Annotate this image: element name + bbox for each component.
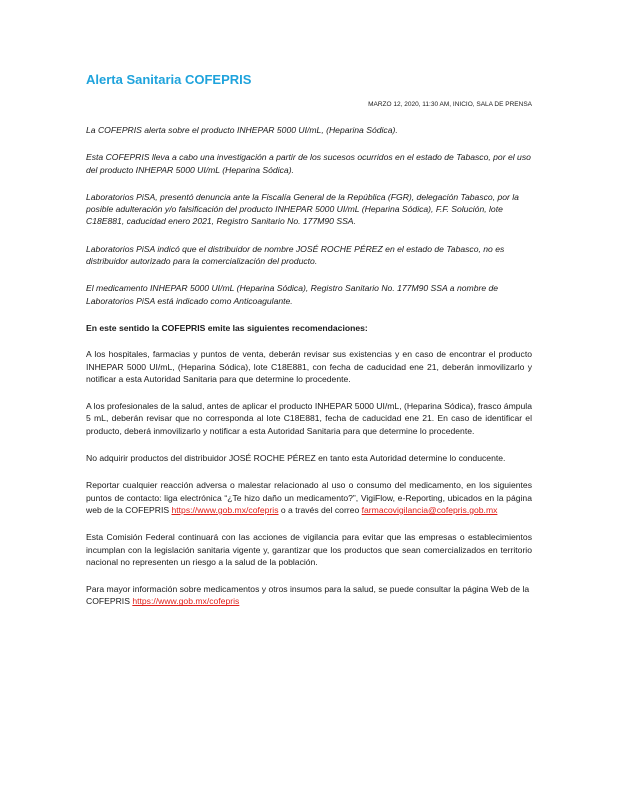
- recommendation-professionals: A los profesionales de la salud, antes de aplicar el producto INHEPAR 5000 UI/mL, (Heparina Sódica), frasco ámpula 5 mL, deberán revisar que no corresponda al lote C18E881, fecha de caducidad ene 21. En caso de identificar el producto, deberá inmovilizarlo y notificar a esta Autoridad Sanitaria para que determine lo procedente.: [86, 401, 532, 436]
- recommendation-report: [86, 479, 532, 516]
- recommendations-heading: En este sentido la COFEPRIS emite las siguientes recomendaciones:: [86, 322, 368, 333]
- info-text: Para mayor información sobre medicamentos y otros insumos para la salud, se puede consultar la página Web de la COFEPRIS: [86, 584, 530, 607]
- report-text: Reportar cualquier reacción adversa o malestar relacionado al uso o consumo del medicamento, en los siguientes puntos de contacto: liga electrónica “¿Te hizo daño un medicamento?”, VigiFlow, e-Reporting, ubicados en la página web de la COFEPRIS: [86, 480, 532, 515]
- report-text-middle: o a través del correo: [278, 504, 362, 515]
- dateline: MARZO 12, 2020, 11:30 AM, INICIO, SALA DE PRENSA: [368, 101, 532, 108]
- document-page: [86, 72, 532, 623]
- info-paragraph: [86, 583, 532, 608]
- alert-paragraph: La COFEPRIS alerta sobre el producto INHEPAR 5000 UI/mL, (Heparina Sódica).: [86, 125, 398, 135]
- info-cofepris-link[interactable]: https://www.gob.mx/cofepris: [132, 596, 240, 607]
- distributor-paragraph: Laboratorios PiSA indicó que el distribuidor de nombre JOSÉ ROCHE PÉREZ en el estado de Tabasco, no es distribuidor autorizado para la comercialización del producto.: [86, 243, 505, 267]
- cofepris-link[interactable]: https://www.gob.mx/cofepris: [171, 504, 279, 515]
- email-link[interactable]: farmacovigilancia@cofepris.gob.mx: [361, 504, 498, 515]
- commission-paragraph: Esta Comisión Federal continuará con las acciones de vigilancia para evitar que las empresas o establecimientos incumplan con la legislación sanitaria vigente y, garantizar que los productos que sean comercializados en territorio nacional no representen un riesgo a la salud de la población.: [86, 532, 532, 567]
- recommendation-distributor: No adquirir productos del distribuidor JOSÉ ROCHE PÉREZ en tanto esta Autoridad determine lo conducente.: [86, 453, 506, 464]
- page-title: Alerta Sanitaria COFEPRIS: [86, 72, 252, 87]
- recommendation-hospitals: A los hospitales, farmacias y puntos de venta, deberán revisar sus existencias y en caso de encontrar el producto INHEPAR 5000 UI/mL, (Heparina Sódica), lote C18E881, con fecha de caducidad ene 21, deberán inmovilizarlo y notificar a esta Autoridad Sanitaria para que determine lo procedente.: [86, 349, 532, 384]
- indication-paragraph: El medicamento INHEPAR 5000 UI/mL (Heparina Sódica), Registro Sanitario No. 177M90 SSA a nombre de Laboratorios PiSA está indicado como Anticoagulante.: [86, 283, 499, 306]
- complaint-paragraph: Laboratorios PiSA, presentó denuncia ante la Fiscalía General de la República (FGR), delegación Tabasco, por la posible adulteración y/o falsificación del producto INHEPAR 5000 UI/mL (Heparina Sódica), F.F. Solución, lote C18E881, caducidad enero 2021, Registro Sanitario No. 177M90 SSA.: [86, 191, 519, 227]
- investigation-paragraph: Esta COFEPRIS lleva a cabo una investigación a partir de los sucesos ocurridos en el estado de Tabasco, por el uso del producto INHEPAR 5000 UI/mL (Heparina Sódica).: [86, 152, 531, 175]
